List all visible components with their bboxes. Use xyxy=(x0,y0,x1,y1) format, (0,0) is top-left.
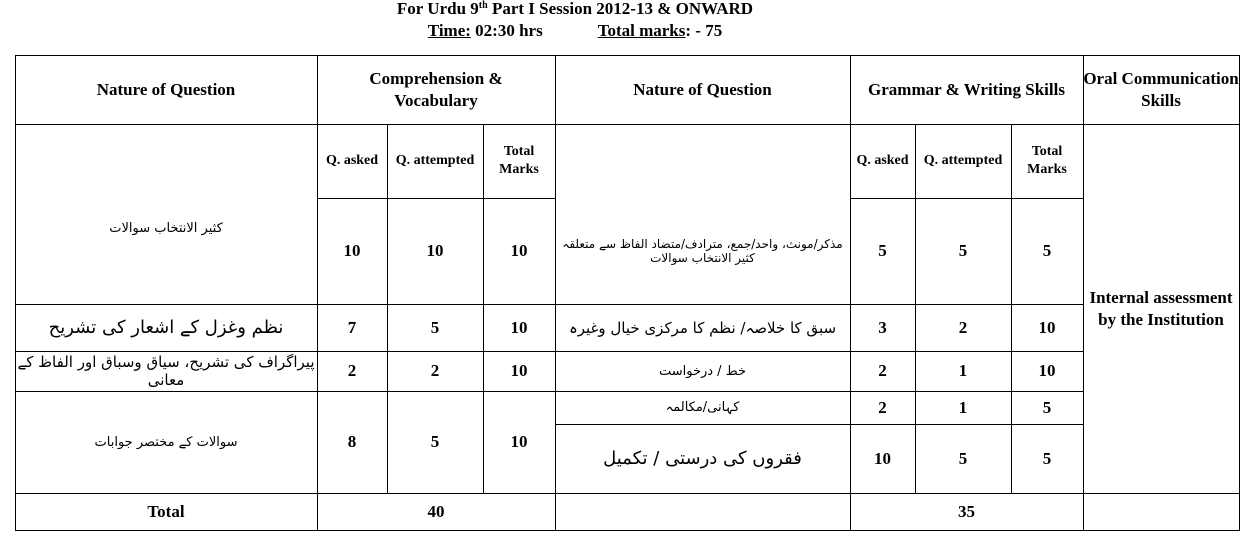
subheader-q-attempted: Q. attempted xyxy=(923,153,1003,168)
right-q-asked-5: 10 xyxy=(874,448,891,468)
left-q-attempted-2: 5 xyxy=(430,317,440,337)
right-question-4: کہانی/مکالمہ xyxy=(665,400,740,415)
right-total-marks-4: 5 xyxy=(1042,397,1052,417)
subheader-total-marks: Total Marks xyxy=(499,144,539,177)
right-q-asked-3: 2 xyxy=(878,361,887,380)
right-question-5: فقروں کی درستی / تکمیل xyxy=(603,448,802,469)
header-comprehension-vocabulary: Comprehension & Vocabulary xyxy=(369,68,503,110)
right-q-attempted-2: 2 xyxy=(958,317,968,337)
left-question-1: کثیر الانتخاب سوالات xyxy=(109,220,223,236)
right-q-attempted-4: 1 xyxy=(958,397,968,417)
total-marks-value: : - 75 xyxy=(685,21,723,40)
time-label: Time: xyxy=(427,21,471,40)
subheader-q-asked: Q. asked xyxy=(325,153,379,168)
left-q-asked-2: 7 xyxy=(347,317,357,337)
time-value: 02:30 hrs xyxy=(470,21,543,40)
document-title: For Urdu 9th Part I Session 2012-13 & ONWARD xyxy=(396,0,754,18)
right-total-marks-5: 5 xyxy=(1042,448,1052,468)
subheader-total-marks: Total Marks xyxy=(1027,144,1067,177)
right-total-marks-1: 5 xyxy=(1042,241,1052,260)
header-nature-of-question-1: Nature of Question xyxy=(96,79,236,99)
right-total-marks-3: 10 xyxy=(1038,361,1056,380)
right-q-asked-1: 5 xyxy=(878,241,887,260)
left-question-3: پیراگراف کی تشریح، سیاق وسباق اور الفاظ کے معانی xyxy=(17,353,315,389)
header-grammar-writing-skills: Grammar & Writing Skills xyxy=(868,79,1065,99)
right-q-attempted-1: 5 xyxy=(958,241,968,260)
total-comprehension: 40 xyxy=(427,502,445,521)
header-nature-of-question-2: Nature of Question xyxy=(633,79,772,99)
left-q-attempted-1: 10 xyxy=(426,241,444,260)
total-grammar: 35 xyxy=(958,502,975,521)
left-total-marks-2: 10 xyxy=(510,317,528,337)
left-q-asked-4: 8 xyxy=(347,432,357,451)
left-q-asked-1: 10 xyxy=(343,241,361,260)
total-marks-label: Total marks xyxy=(597,21,686,40)
right-question-3: خط / درخواست xyxy=(658,363,747,379)
left-question-4: سوالات کے مختصر جوابات xyxy=(94,434,238,450)
oral-assessment-note: Internal assessment by the Institution xyxy=(1089,287,1233,329)
total-label: Total xyxy=(147,502,185,521)
right-q-attempted-5: 5 xyxy=(958,448,968,468)
header-oral-communication-skills: Oral Communication Skills xyxy=(1083,68,1239,110)
right-q-asked-2: 3 xyxy=(878,317,887,337)
left-q-attempted-3: 2 xyxy=(430,361,440,380)
left-total-marks-4: 10 xyxy=(510,432,528,451)
marks-distribution-table xyxy=(15,55,1240,531)
left-question-2: نظم وغزل کے اشعار کی تشریح xyxy=(48,317,284,338)
left-q-attempted-4: 5 xyxy=(430,432,440,451)
left-total-marks-1: 10 xyxy=(510,241,528,260)
subheader-q-asked: Q. asked xyxy=(856,153,909,168)
right-question-2: سبق کا خلاصہ/ نظم کا مرکزی خیال وغیرہ xyxy=(568,318,837,337)
left-q-asked-3: 2 xyxy=(347,361,357,380)
left-total-marks-3: 10 xyxy=(510,361,528,380)
subheader-q-attempted: Q. attempted xyxy=(395,153,475,168)
right-q-attempted-3: 1 xyxy=(958,361,968,380)
right-question-1: مذکر/مونث، واحد/جمع، مترادف/متضاد الفاظ سے متعلقہ کثیر الانتخاب سوالات xyxy=(562,237,843,265)
right-q-asked-4: 2 xyxy=(878,397,887,417)
right-total-marks-2: 10 xyxy=(1038,317,1056,337)
time-and-marks xyxy=(0,21,1150,41)
